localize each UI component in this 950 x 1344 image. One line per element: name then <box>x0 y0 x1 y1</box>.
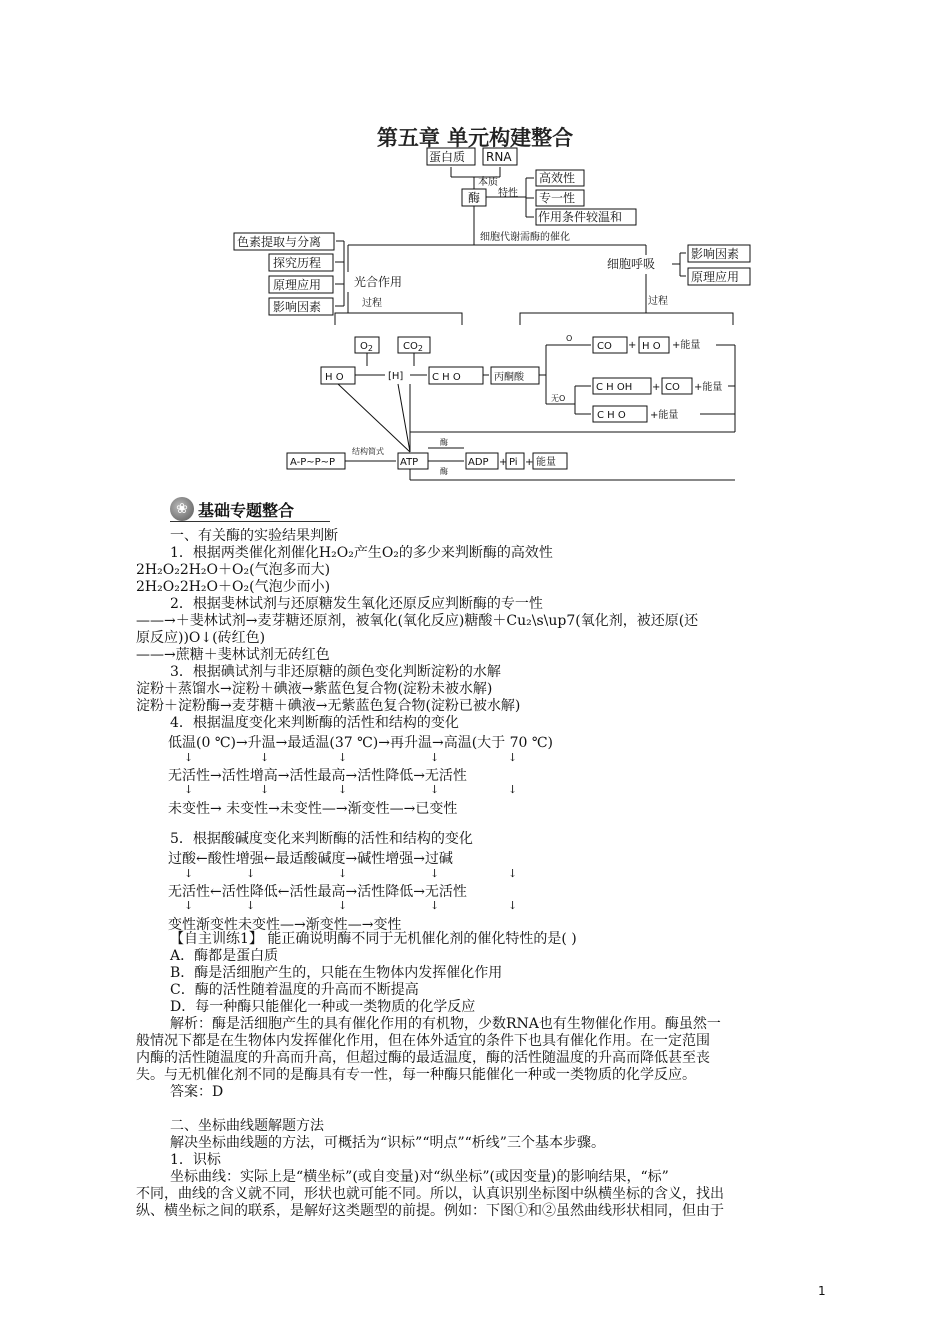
ph-row-1: 过酸←酸性增强←最适酸碱度→碱性增强→过碱 <box>168 851 453 867</box>
principle-resp-label: 原理应用 <box>691 270 740 284</box>
text-line: 原反应))O↓(砖红色) <box>136 630 266 646</box>
text-line: ——→蔗糖＋斐林试剂无砖红色 <box>136 647 330 663</box>
text-line: 2．根据斐林试剂与还原糖发生氧化还原反应判断酶的专一性 <box>170 596 543 612</box>
section-title: 基础专题整合 <box>198 500 295 520</box>
process-left-label: 过程 <box>362 298 382 309</box>
section-underline <box>170 521 330 522</box>
energy-2-label: +能量 <box>694 382 723 393</box>
pigment-label: 色素提取与分离 <box>237 235 322 249</box>
text-line: 纵、横坐标之间的联系，是解好这类题型的前提。例如：下图①和②虽然曲线形状相同，但由于 <box>136 1203 724 1219</box>
ethanol-label: C H OH <box>596 382 633 393</box>
co2-out-label: CO <box>597 341 612 352</box>
pi-label: Pi <box>509 457 518 468</box>
explore-label: 探究历程 <box>273 256 322 270</box>
o2-path-label: O <box>566 334 573 343</box>
plus-3: + <box>499 457 508 468</box>
text-line: B．酶是活细胞产生的，只能在生物体内发挥催化作用 <box>170 965 503 981</box>
ph-row-2: 无活性←活性降低←活性最高→活性降低→无活性 <box>168 884 467 900</box>
glucose-label: C H O <box>432 372 461 383</box>
energy-4-label: 能量 <box>536 457 556 468</box>
ph-row-3: 变性渐变性未变性—→渐变性—→变性 <box>168 917 402 933</box>
section-header <box>170 496 294 522</box>
text-block-2 <box>136 931 816 1220</box>
text-line: 般情况下都是在生物体内发挥催化作用，但在体外适宜的条件下也具有催化作用。在一定范围 <box>136 1033 710 1049</box>
text-line: 2H₂O₂2H₂O＋O₂(气泡少而小) <box>136 579 331 595</box>
h2o-box-label: H O <box>325 372 344 383</box>
text-line: 【自主训练1】 能正确说明酶不同于无机催化剂的催化特性的是( ) <box>170 931 577 947</box>
page-title: 第五章 单元构建整合 <box>376 126 574 150</box>
leaf-icon: ❀ <box>170 497 194 521</box>
lactic-label: C H O <box>597 410 626 421</box>
atp-label: ATP <box>400 457 419 468</box>
temp-row-1: 低温(0 ℃)→升温→最适温(37 ℃)→再升温→高温(大于 70 ℃) <box>168 735 554 751</box>
text-line: 答案：D <box>170 1084 224 1100</box>
principle-ps-label: 原理应用 <box>273 278 322 292</box>
h2o-out-label: H O <box>642 341 661 352</box>
co2-b-label: CO <box>665 382 680 393</box>
text-line: 5．根据酸碱度变化来判断酶的活性和结构的变化 <box>170 831 473 847</box>
no-o2-label: 无O <box>551 394 566 403</box>
page-number: 1 <box>818 1284 826 1298</box>
heading-5 <box>136 831 816 848</box>
text-line: 解决坐标曲线题的方法，可概括为“识标”“明点”“析线”三个基本步骤。 <box>170 1135 605 1151</box>
text-block-1 <box>136 528 816 732</box>
energy-1-label: +能量 <box>672 340 701 351</box>
text-line: 1．根据两类催化剂催化H₂O₂产生O₂的多少来判断酶的高效性 <box>170 545 553 561</box>
text-line: 坐标曲线：实际上是“横坐标”(或自变量)对“纵坐标”(或因变量)的影响结果，“标” <box>170 1169 669 1185</box>
h-label: [H] <box>388 371 404 382</box>
enzyme-label: 酶 <box>468 191 481 205</box>
text-line: 解析：酶是活细胞产生的具有催化作用的有机物，少数RNA也有生物催化作用。酶虽然一 <box>170 1016 721 1032</box>
text-line: 不同，曲线的含义就不同，形状也就可能不同。所以，认真识别坐标图中纵横坐标的含义，找出 <box>136 1186 724 1202</box>
text-line: 1．识标 <box>170 1152 221 1168</box>
text-line: ——→＋斐林试剂→麦芽糖还原剂，被氧化(氧化反应)糖酸＋Cu₂\s\up7(氧化剂，被还原(还 <box>136 613 699 629</box>
respiration-label: 细胞呼吸 <box>607 257 656 271</box>
blank-line <box>136 1101 816 1118</box>
metabolism-label: 细胞代谢需酶的催化 <box>480 232 570 243</box>
enzyme-bottom-label: 酶 <box>440 467 448 476</box>
protein-label: 蛋白质 <box>429 150 466 164</box>
text-line: 失。与无机催化剂不同的是酶具有专一性，每一种酶只能催化一种或一类物质的化学反应。 <box>136 1067 696 1083</box>
temp-row-3: 未变性→ 未变性→未变性—→渐变性—→已变性 <box>168 801 458 817</box>
factors-resp-label: 影响因素 <box>691 247 740 261</box>
essence-label: 本质 <box>478 177 498 188</box>
text-line: 二、坐标曲线题解题方法 <box>170 1118 324 1134</box>
text-line: 淀粉＋淀粉酶→麦芽糖＋碘液→无紫蓝色复合物(淀粉已被水解) <box>136 698 521 714</box>
temp-row-2: 无活性→活性增高→活性最高→活性降低→无活性 <box>168 768 467 784</box>
o2-box-label: $O_2$ <box>360 341 373 353</box>
specificity-label: 专一性 <box>539 191 576 205</box>
text-line: 一、有关酶的实验结果判断 <box>170 528 338 544</box>
text-line: A．酶都是蛋白质 <box>170 948 279 964</box>
co2-box-label: $CO_2$ <box>403 341 423 353</box>
structure-formula-label: 结构简式 <box>352 447 384 456</box>
text-line: 4．根据温度变化来判断酶的活性和结构的变化 <box>170 715 459 731</box>
energy-3-label: +能量 <box>650 410 679 421</box>
high-efficiency-label: 高效性 <box>539 171 576 185</box>
text-line: C．酶的活性随着温度的升高而不断提高 <box>170 982 419 998</box>
rna-label: RNA <box>486 150 512 164</box>
property-label: 特性 <box>498 188 518 199</box>
text-line: 2H₂O₂2H₂O＋O₂(气泡多而大) <box>136 562 331 578</box>
concept-diagram <box>0 140 950 485</box>
process-right-label: 过程 <box>648 296 668 307</box>
photosynthesis-label: 光合作用 <box>354 275 403 289</box>
text-line: 3．根据碘试剂与非还原糖的颜色变化判断淀粉的水解 <box>170 664 501 680</box>
text-line: D．每一种酶只能催化一种或一类物质的化学反应 <box>170 999 476 1015</box>
plus-2: + <box>652 382 661 393</box>
pyruvate-label: 丙酮酸 <box>494 372 524 383</box>
text-line: 内酶的活性随温度的升高而升高，但超过酶的最适温度，酶的活性随温度的升高而降低甚至丧 <box>136 1050 710 1066</box>
factors-ps-label: 影响因素 <box>273 300 322 314</box>
mild-conditions-label: 作用条件较温和 <box>538 210 623 224</box>
adp-label: ADP <box>468 457 489 468</box>
text-line: 淀粉＋蒸馏水→淀粉＋碘液→紫蓝色复合物(淀粉未被水解) <box>136 681 493 697</box>
plus-1: + <box>628 340 637 351</box>
enzyme-top-label: 酶 <box>440 438 448 447</box>
plus-4: + <box>525 457 534 468</box>
app-label: A-P~P~P <box>290 457 336 468</box>
